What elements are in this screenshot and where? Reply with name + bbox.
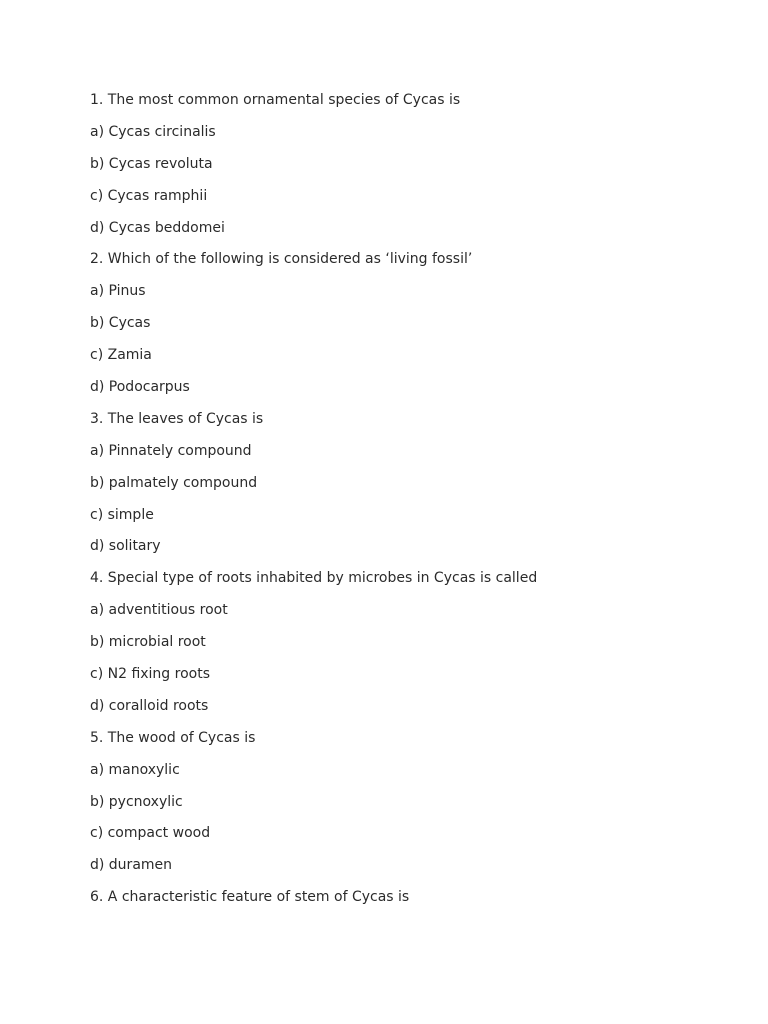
option-1c: c) Cycas ramphii: [90, 187, 208, 204]
option-1a: a) Cycas circinalis: [90, 123, 216, 140]
question-list: [90, 89, 730, 918]
option-4b: b) microbial root: [90, 634, 206, 651]
question-3: 3. The leaves of Cycas is: [90, 410, 264, 427]
option-4d: d) coralloid roots: [90, 697, 209, 714]
option-2d: d) Podocarpus: [90, 379, 190, 396]
option-5b: b) pycnoxylic: [90, 793, 183, 810]
option-4a: a) adventitious root: [90, 602, 228, 619]
option-2a: a) Pinus: [90, 283, 146, 300]
question-2: 2. Which of the following is considered as ‘living fossil’: [90, 251, 473, 268]
option-4c: c) N2 fixing roots: [90, 666, 211, 683]
question-5: 5. The wood of Cycas is: [90, 729, 256, 746]
option-5a: a) manoxylic: [90, 761, 180, 778]
option-1b: b) Cycas revoluta: [90, 155, 213, 172]
option-5d: d) duramen: [90, 857, 173, 874]
option-1d: d) Cycas beddomei: [90, 219, 225, 236]
option-3d: d) solitary: [90, 538, 161, 555]
option-5c: c) compact wood: [90, 825, 211, 842]
option-3a: a) Pinnately compound: [90, 442, 252, 459]
option-2b: b) Cycas: [90, 315, 151, 332]
option-2c: c) Zamia: [90, 347, 152, 364]
option-3b: b) palmately compound: [90, 474, 258, 491]
question-4: 4. Special type of roots inhabited by microbes in Cycas is called: [90, 570, 538, 587]
option-3c: c) simple: [90, 506, 154, 523]
question-1: 1. The most common ornamental species of Cycas is: [90, 92, 461, 108]
question-6: 6. A characteristic feature of stem of Cycas is: [90, 889, 410, 906]
